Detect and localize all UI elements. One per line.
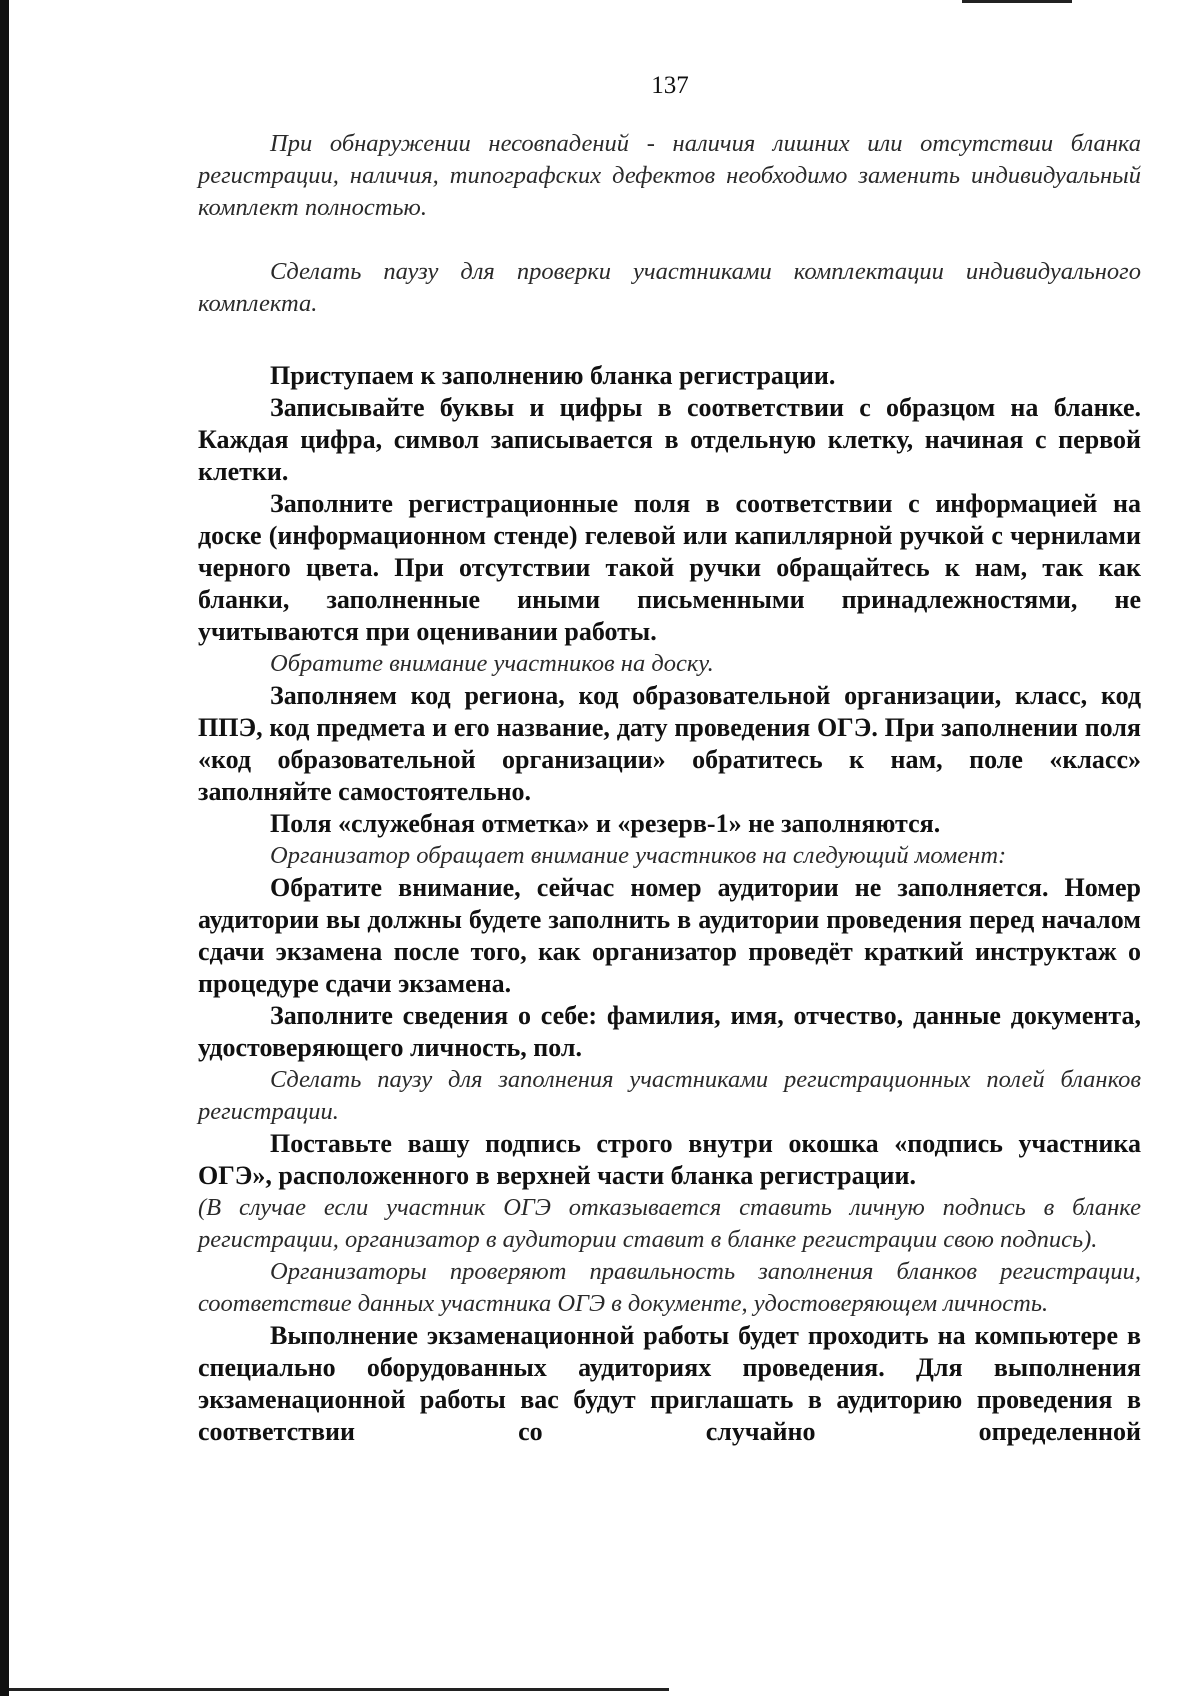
bottom-rule [9, 1688, 669, 1691]
instruction-attention: Организатор обращает внимание участников на следующий момент: [270, 842, 1007, 869]
speech-start-registration: Приступаем к заполнению бланка регистрации. [270, 361, 836, 390]
document-body [198, 128, 1141, 1448]
instruction-pause-fill: Сделать паузу для заполнения участниками регистрационных полей бланков регистрации. [198, 1066, 1141, 1125]
top-rule [962, 0, 1072, 3]
speech-personal-data: Заполните сведения о себе: фамилия, имя, отчество, данные документа, удостоверяющего личность, пол. [198, 1001, 1141, 1062]
speech-service-fields: Поля «служебная отметка» и «резерв-1» не заполняются. [270, 809, 941, 838]
instruction-board: Обратите внимание участников на доску. [270, 650, 714, 677]
speech-computer-exam: Выполнение экзаменационной работы будет проходить на компьютере в специально оборудованных аудиториях проведения. Для выполнения экзаменационной работы вас будут приглашать в аудиторию проведения в соответствии со случайно определенной [198, 1321, 1141, 1446]
instruction-pause-check: Сделать паузу для проверки участниками комплектации индивидуального комплекта. [198, 258, 1141, 317]
speech-fill-fields: Заполните регистрационные поля в соответствии с информацией на доске (информационном стенде) гелевой или капиллярной ручкой с чернилами черного цвета. При отсутствии такой ручки обращайтесь к нам, так как бланки, заполненные иными письменными принадлежностями, не учитываются при оценивании работы. [198, 489, 1141, 646]
scan-left-edge [0, 0, 9, 1696]
instruction-replace-kit: При обнаружении несовпадений - наличия лишних или отсутствии бланка регистрации, наличия, типографских дефектов необходимо заменить индивидуальный комплект полностью. [198, 130, 1141, 221]
speech-room-number: Обратите внимание, сейчас номер аудитории не заполняется. Номер аудитории вы должны будете заполнить в аудитории проведения перед началом сдачи экзамена после того, как организатор проведёт краткий инструктаж о процедуре сдачи экзамена. [198, 873, 1141, 998]
page-number: 137 [651, 72, 689, 99]
instruction-refusal-signature: (В случае если участник ОГЭ отказывается ставить личную подпись в бланке регистрации, организатор в аудитории ставит в бланке регистрации свою подпись). [198, 1194, 1141, 1253]
speech-write-letters: Записывайте буквы и цифры в соответствии с образцом на бланке. Каждая цифра, символ записывается в отдельную клетку, начиная с первой клетки. [198, 393, 1141, 486]
instruction-organizers-check: Организаторы проверяют правильность заполнения бланков регистрации, соответствие данных участника ОГЭ в документе, удостоверяющем личность. [198, 1258, 1141, 1317]
speech-signature: Поставьте вашу подпись строго внутри окошка «подпись участника ОГЭ», расположенного в верхней части бланка регистрации. [198, 1129, 1141, 1190]
speech-fill-codes: Заполняем код региона, код образовательной организации, класс, код ППЭ, код предмета и его название, дату проведения ОГЭ. При заполнении поля «код образовательной организации» обратитесь к нам, поле «класс» заполняйте самостоятельно. [198, 681, 1141, 806]
